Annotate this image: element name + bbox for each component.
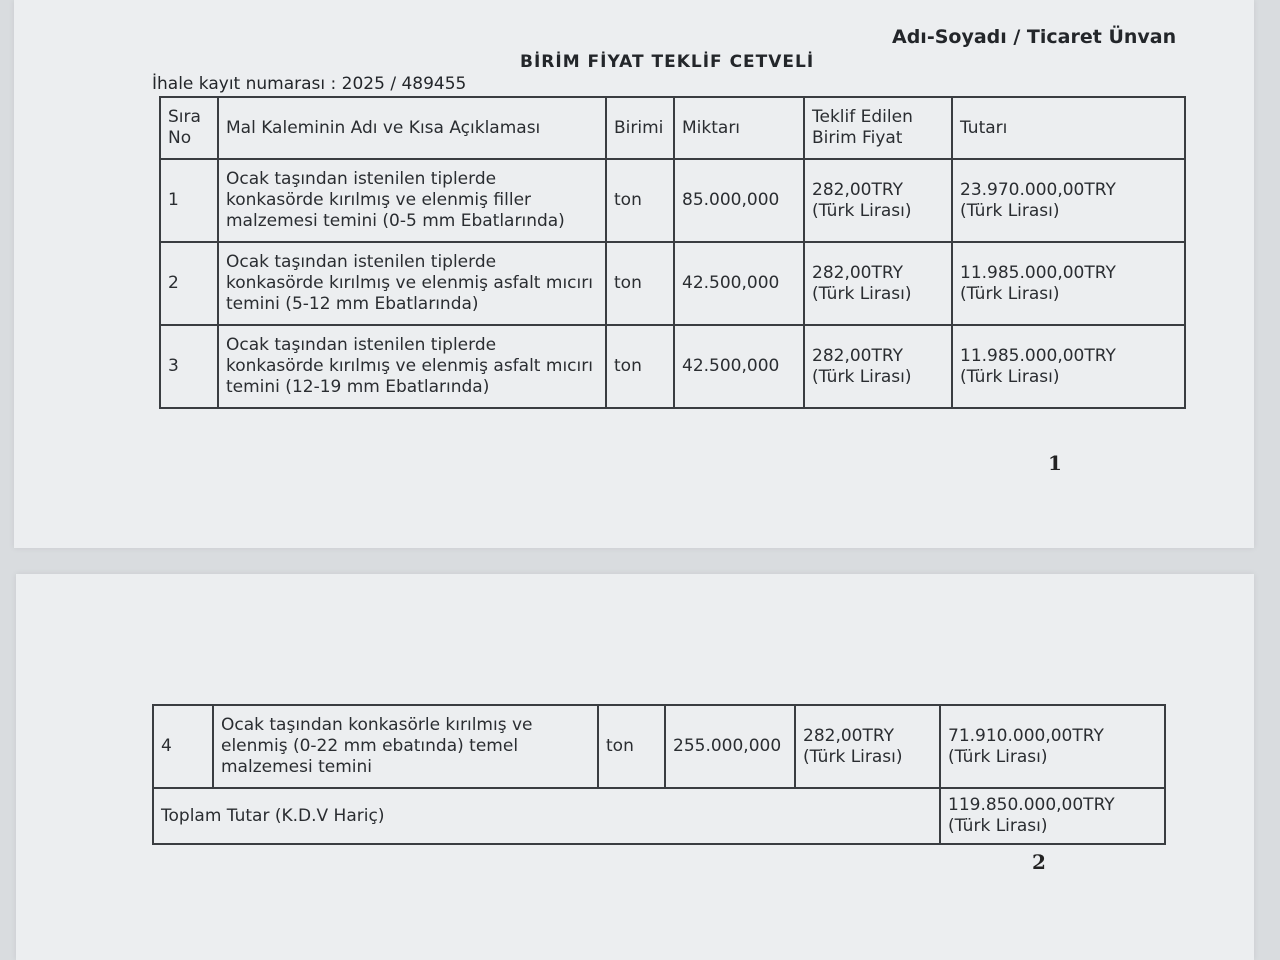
total-row xyxy=(153,788,1165,844)
row-description: Ocak taşından istenilen tiplerde konkasörde kırılmış ve elenmiş asfalt mıcırı temini (12-19 mm Ebatlarında) xyxy=(218,325,606,408)
table-row xyxy=(160,242,1185,325)
col-header-quantity: Miktarı xyxy=(674,97,804,159)
page-number: 2 xyxy=(1032,850,1046,874)
total-amount: 119.850.000,00TRY (Türk Lirası) xyxy=(940,788,1165,844)
total-label: Toplam Tutar (K.D.V Hariç) xyxy=(153,788,940,844)
row-unit-price: 282,00TRY (Türk Lirası) xyxy=(804,325,952,408)
row-description: Ocak taşından konkasörle kırılmış ve elenmiş (0-22 mm ebatında) temel malzemesi temini xyxy=(213,705,598,788)
row-unit: ton xyxy=(606,242,674,325)
table-header-row xyxy=(160,97,1185,159)
row-no: 1 xyxy=(160,159,218,242)
col-header-no: Sıra No xyxy=(160,97,218,159)
row-unit-price: 282,00TRY (Türk Lirası) xyxy=(795,705,940,788)
col-header-unit-price: Teklif Edilen Birim Fiyat xyxy=(804,97,952,159)
page-number: 1 xyxy=(1048,451,1062,475)
registration-number: İhale kayıt numarası : 2025 / 489455 xyxy=(152,74,467,94)
table-row xyxy=(160,159,1185,242)
row-quantity: 42.500,000 xyxy=(674,325,804,408)
row-no: 4 xyxy=(153,705,213,788)
price-table-continued xyxy=(152,704,1166,845)
row-amount: 11.985.000,00TRY (Türk Lirası) xyxy=(952,325,1185,408)
document-title: BİRİM FİYAT TEKLİF CETVELİ xyxy=(520,52,815,72)
col-header-unit: Birimi xyxy=(606,97,674,159)
row-unit: ton xyxy=(598,705,665,788)
row-no: 3 xyxy=(160,325,218,408)
row-unit: ton xyxy=(606,159,674,242)
row-description: Ocak taşından istenilen tiplerde konkasörde kırılmış ve elenmiş filler malzemesi temini (0-5 mm Ebatlarında) xyxy=(218,159,606,242)
row-unit: ton xyxy=(606,325,674,408)
row-quantity: 255.000,000 xyxy=(665,705,795,788)
row-amount: 23.970.000,00TRY (Türk Lirası) xyxy=(952,159,1185,242)
price-table xyxy=(159,96,1186,409)
row-unit-price: 282,00TRY (Türk Lirası) xyxy=(804,242,952,325)
row-quantity: 42.500,000 xyxy=(674,242,804,325)
col-header-description: Mal Kaleminin Adı ve Kısa Açıklaması xyxy=(218,97,606,159)
row-no: 2 xyxy=(160,242,218,325)
page-2 xyxy=(16,574,1254,960)
table-row xyxy=(160,325,1185,408)
row-amount: 71.910.000,00TRY (Türk Lirası) xyxy=(940,705,1165,788)
row-description: Ocak taşından istenilen tiplerde konkasörde kırılmış ve elenmiş asfalt mıcırı temini (5-12 mm Ebatlarında) xyxy=(218,242,606,325)
row-unit-price: 282,00TRY (Türk Lirası) xyxy=(804,159,952,242)
row-quantity: 85.000,000 xyxy=(674,159,804,242)
table-row xyxy=(153,705,1165,788)
name-label: Adı-Soyadı / Ticaret Ünvan xyxy=(892,26,1177,48)
page-1 xyxy=(14,0,1254,548)
row-amount: 11.985.000,00TRY (Türk Lirası) xyxy=(952,242,1185,325)
col-header-amount: Tutarı xyxy=(952,97,1185,159)
